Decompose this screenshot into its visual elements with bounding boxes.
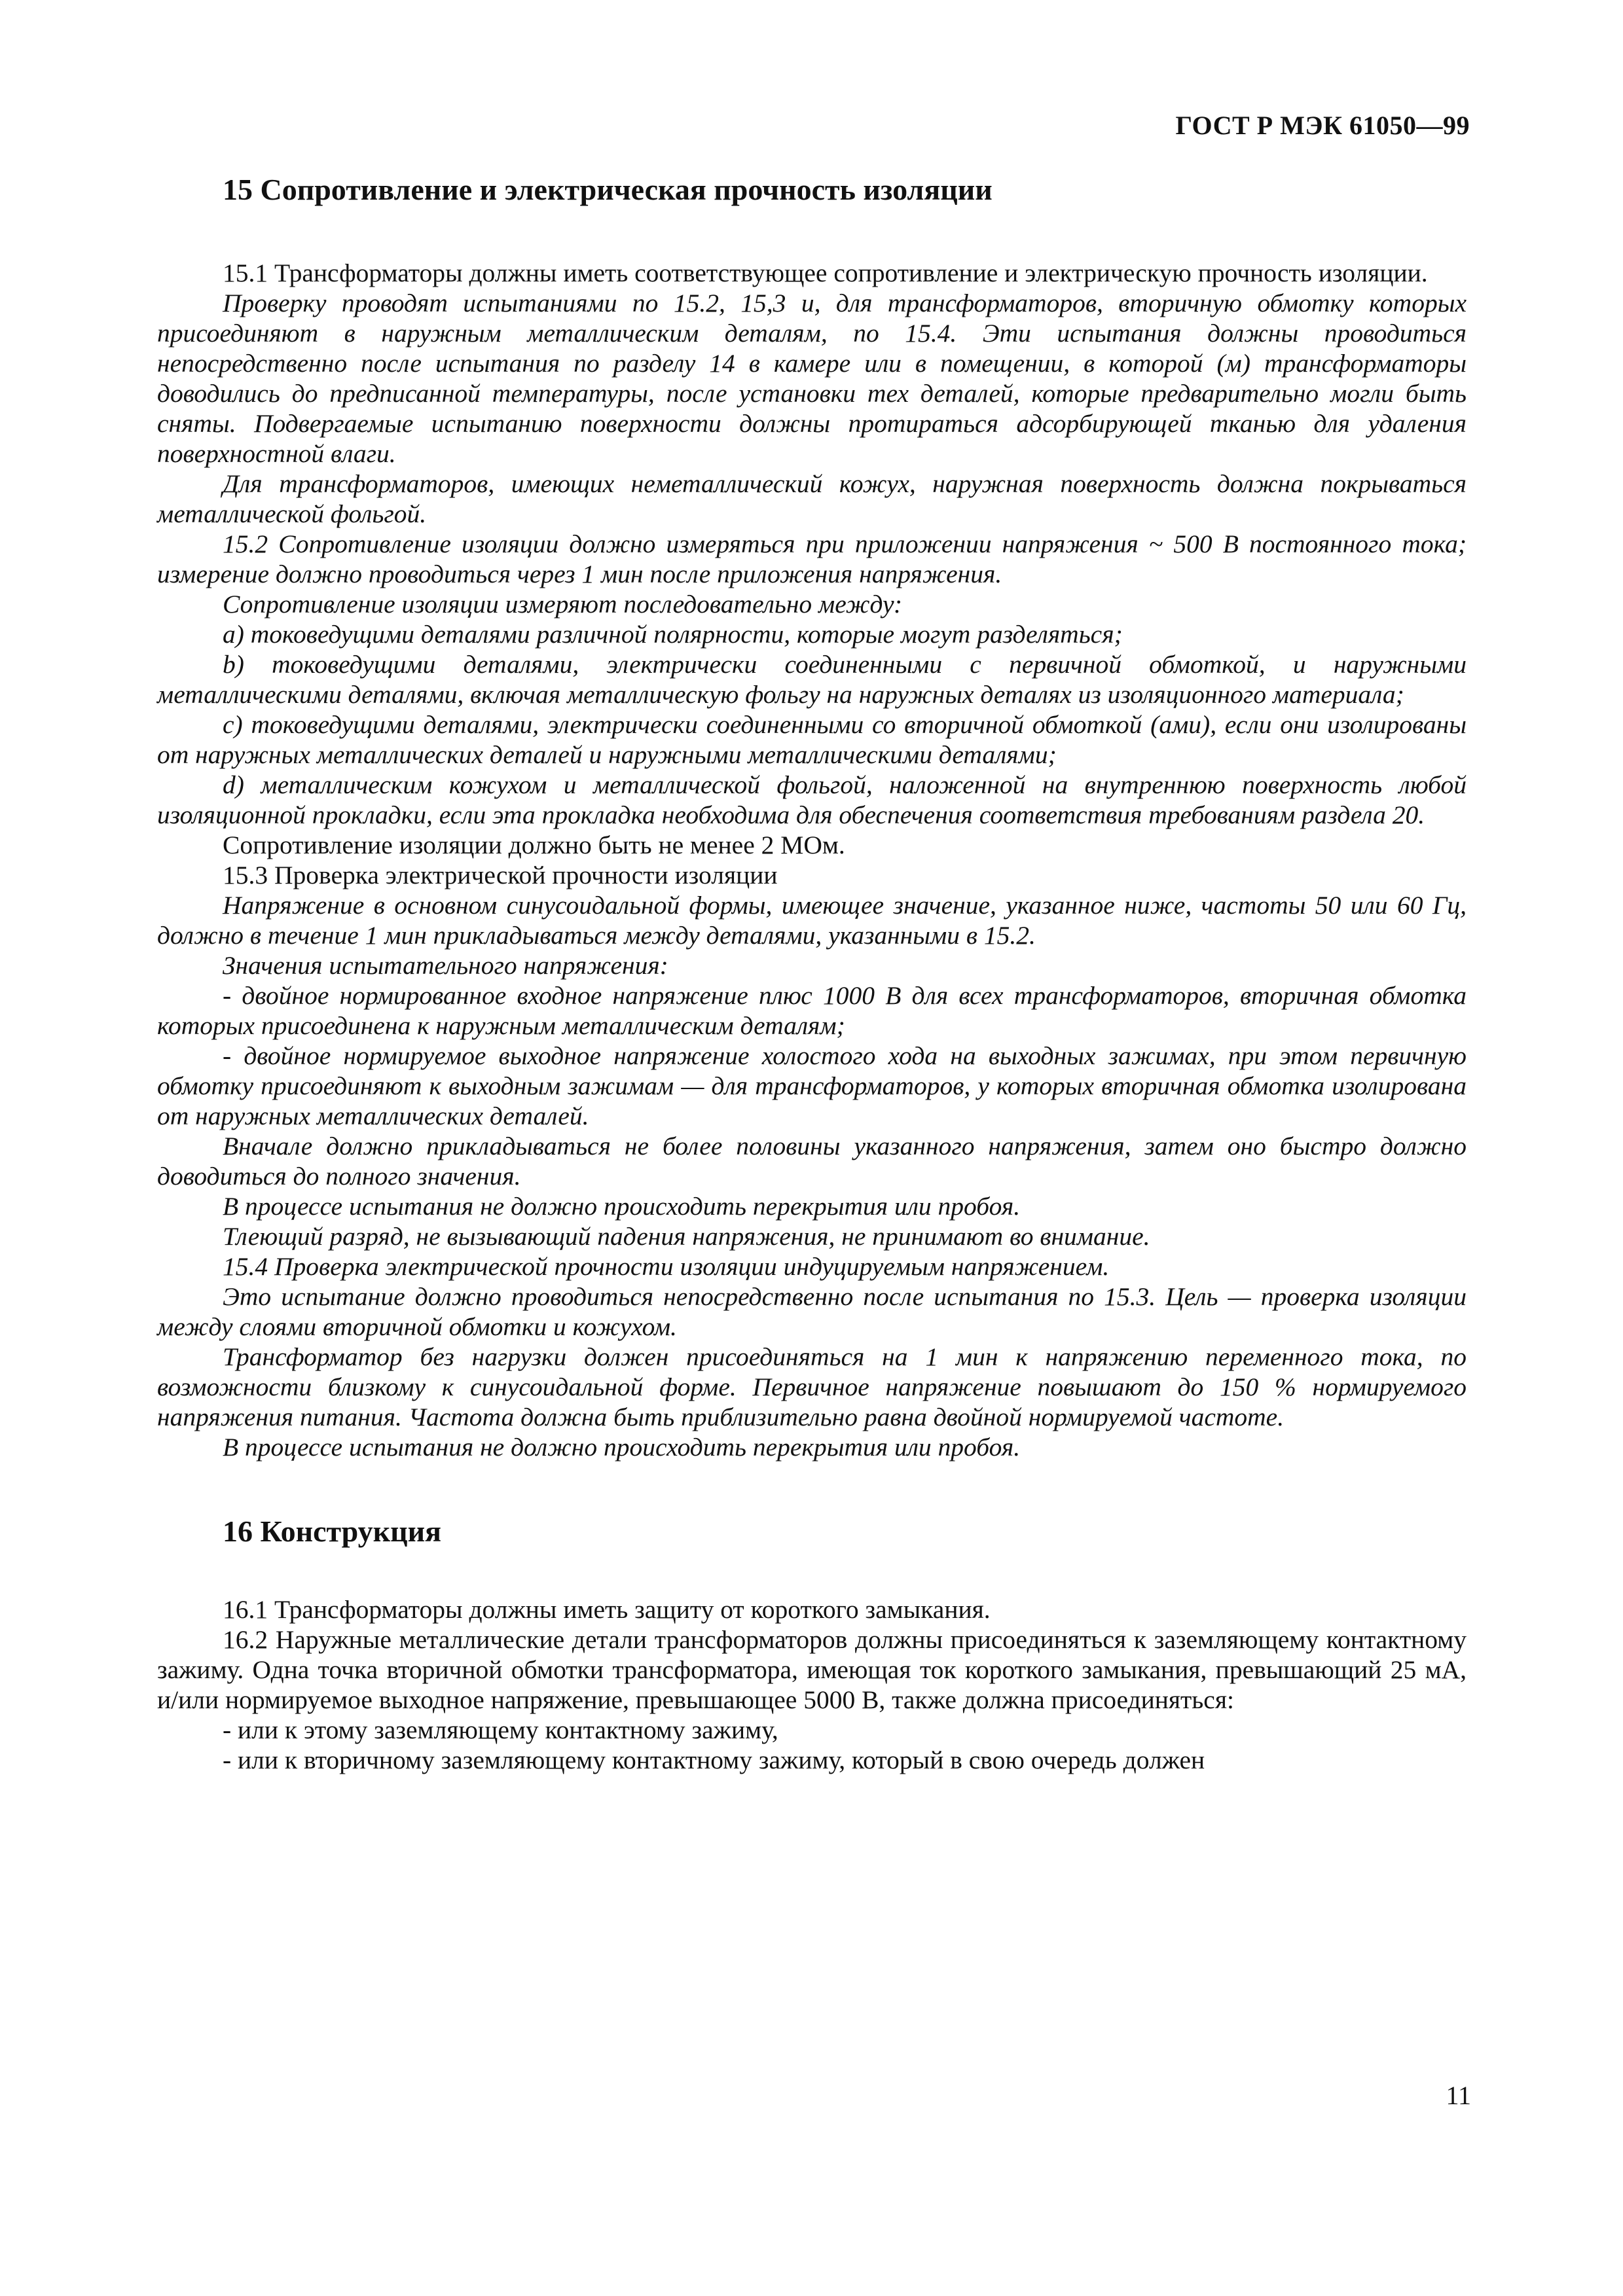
- paragraph: - или к вторичному заземляющему контактному зажиму, который в свою очередь должен: [223, 1746, 1205, 1774]
- section-16-title: 16 Конструкция: [223, 1515, 442, 1548]
- section-15-title: 15 Сопротивление и электрическая прочность изоляции: [223, 173, 993, 206]
- page-number: 11: [1446, 2081, 1471, 2110]
- paragraph: - двойное нормированное входное напряжение плюс 1000 В для всех трансформаторов, вторичная обмотка которых присоединена к наружным металлическим деталям;: [157, 981, 1467, 1040]
- paragraph: c) токоведущими деталями, электрически соединенными со вторичной обмоткой (ами), если они изолированы от наружных металлических деталей и наружными металлическими деталями;: [157, 710, 1467, 769]
- paragraph: Напряжение в основном синусоидальной формы, имеющее значение, указанное ниже, частоты 50 или 60 Гц, должно в течение 1 мин прикладываться между деталями, указанными в 15.2.: [157, 891, 1467, 950]
- paragraph: В процессе испытания не должно происходить перекрытия или пробоя.: [223, 1433, 1021, 1462]
- paragraph: Сопротивление изоляции измеряют последовательно между:: [223, 590, 903, 619]
- paragraph: 15.3 Проверка электрической прочности изоляции: [223, 861, 778, 889]
- paragraph: 15.4 Проверка электрической прочности изоляции индуцируемым напряжением.: [223, 1252, 1110, 1281]
- document-body: [157, 171, 1467, 1775]
- paragraph: Вначале должно прикладываться не более половины указанного напряжения, затем оно быстро должно доводиться до полного значения.: [157, 1132, 1467, 1191]
- paragraph: Это испытание должно проводиться непосредственно после испытания по 15.3. Цель — проверка изоляции между слоями вторичной обмотки и кожухом.: [157, 1282, 1467, 1341]
- paragraph: d) металлическим кожухом и металлической фольгой, наложенной на внутреннюю поверхность любой изоляционной прокладки, если эта прокладка необходима для обеспечения соответствия требованиям раздела 20.: [157, 770, 1467, 829]
- paragraph: a) токоведущими деталями различной полярности, которые могут разделяться;: [223, 620, 1123, 649]
- paragraph: - двойное нормируемое выходное напряжение холостого хода на выходных зажимах, при этом первичную обмотку присоединяют к выходным зажимам — для трансформаторов, у которых вторичная обмотка изолирована от наружных металлических деталей.: [157, 1041, 1467, 1130]
- paragraph: 15.1 Трансформаторы должны иметь соответствующее сопротивление и электрическую прочность изоляции.: [223, 259, 1428, 287]
- paragraph: 16.2 Наружные металлические детали трансформаторов должны присоединяться к заземляющему контактному зажиму. Одна точка вторичной обмотки трансформатора, имеющая ток короткого замыкания, превышающий 25 мА, и/или нормируемое выходное напряжение, превышающее 5000 В, также должна присоединяться:: [157, 1625, 1467, 1714]
- paragraph: Значения испытательного напряжения:: [223, 951, 668, 980]
- paragraph: - или к этому заземляющему контактному зажиму,: [223, 1715, 778, 1744]
- document-code-header: ГОСТ Р МЭК 61050—99: [1175, 111, 1470, 140]
- paragraph: Трансформатор без нагрузки должен присоединяться на 1 мин к напряжению переменного тока, по возможности близкому к синусоидальной форме. Первичное напряжение повышают до 150 % нормируемого напряжения питания. Частота должна быть приблизительно равна двойной нормируемой частоте.: [157, 1342, 1467, 1431]
- paragraph: Для трансформаторов, имеющих неметаллический кожух, наружная поверхность должна покрываться металлической фольгой.: [157, 469, 1467, 528]
- section-15-body: [157, 258, 1467, 1462]
- paragraph: В процессе испытания не должно происходить перекрытия или пробоя.: [223, 1192, 1021, 1221]
- paragraph: Сопротивление изоляции должно быть не менее 2 МОм.: [223, 831, 845, 859]
- paragraph: b) токоведущими деталями, электрически соединенными с первичной обмоткой, и наружными металлическими деталями, включая металлическую фольгу на наружных деталях из изоляционного материала;: [157, 650, 1467, 709]
- paragraph: 15.2 Сопротивление изоляции должно измеряться при приложении напряжения ~ 500 В постоянного тока; измерение должно проводиться через 1 мин после приложения напряжения.: [157, 529, 1467, 588]
- paragraph: 16.1 Трансформаторы должны иметь защиту от короткого замыкания.: [223, 1595, 991, 1624]
- paragraph: Проверку проводят испытаниями по 15.2, 15,3 и, для трансформаторов, вторичную обмотку которых присоединяют в наружным металлическим деталям, по 15.4. Эти испытания должны проводиться непосредственно после испытания по разделу 14 в камере или в помещении, в которой (м) трансформаторы доводились до предписанной температуры, после установки тех деталей, которые предварительно могли быть сняты. Подвергаемые испытанию поверхности должны протираться адсорбирующей тканью для удаления поверхностной влаги.: [157, 289, 1467, 468]
- paragraph: Тлеющий разряд, не вызывающий падения напряжения, не принимают во внимание.: [223, 1222, 1150, 1251]
- section-16-body: [157, 1594, 1467, 1775]
